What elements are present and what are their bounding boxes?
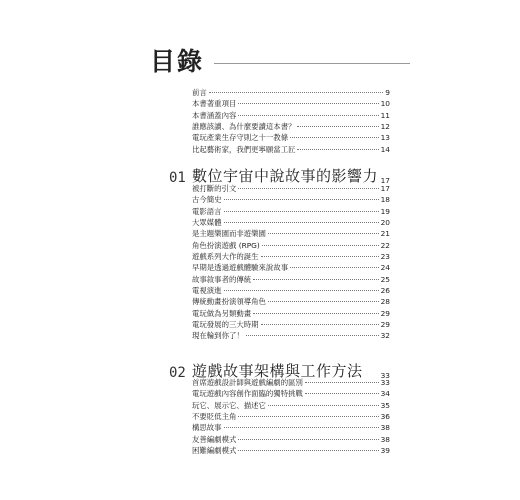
- chapter-number: 01: [169, 170, 186, 186]
- toc-entry-label: 本書涵蓋內容: [192, 110, 237, 120]
- toc-entry-label: 友善編劇模式: [192, 434, 237, 444]
- dot-leader: [238, 450, 378, 451]
- dot-leader: [253, 313, 378, 314]
- toc-entry-page: 33: [380, 378, 390, 387]
- toc-entry[interactable]: [192, 411, 390, 422]
- dot-leader: [246, 335, 379, 336]
- dot-leader: [268, 405, 379, 406]
- toc-entry-page: 21: [380, 229, 390, 239]
- toc-entry-page: 38: [380, 423, 390, 433]
- toc-entry-label: 首席遊戲設計師與遊戲編劇的區別: [192, 378, 303, 387]
- toc-entry-page: 23: [380, 252, 390, 262]
- dot-leader: [238, 115, 378, 116]
- dot-leader: [305, 382, 379, 383]
- dot-leader: [268, 233, 379, 234]
- dot-leader: [268, 301, 379, 302]
- toc-entry-label: 電玩遊戲內容創作面臨的獨特挑戰: [192, 389, 303, 399]
- toc-entry-page: 10: [380, 99, 390, 109]
- toc-entry-page: 26: [380, 286, 390, 296]
- toc-entry-label: 誰應該讀、為什麼要讀這本書？: [192, 122, 296, 132]
- toc-entry-page: 36: [380, 412, 390, 422]
- toc-entry-label: 故事敘事者的傳統: [192, 274, 252, 284]
- toc-entry-label: 玩它、展示它、描述它: [192, 400, 266, 410]
- toc-entry-label: 電影語言: [192, 206, 222, 216]
- toc-entry[interactable]: [192, 87, 390, 98]
- toc-entry-label: 被打斷的引文: [192, 184, 237, 193]
- toc-entry-label: 本書著重項目: [192, 99, 237, 109]
- toc-entry-page: 29: [380, 308, 390, 318]
- toc-entry-page: 17: [380, 184, 390, 193]
- toc-entry-label: 電玩產業生存守則之十一教條: [192, 133, 289, 143]
- toc-entry[interactable]: [192, 183, 390, 194]
- dot-leader: [290, 267, 379, 268]
- chapter-title: 遊戲故事架構與工作方法: [192, 362, 363, 380]
- toc-entry-page: 28: [380, 297, 390, 307]
- toc-entry[interactable]: [192, 262, 390, 273]
- dot-leader: [224, 199, 379, 200]
- toc-entry[interactable]: [192, 296, 390, 307]
- toc-entry-page: 24: [380, 263, 390, 273]
- toc-entry-page: 9: [385, 88, 390, 97]
- toc-entry[interactable]: [192, 194, 390, 205]
- toc-entry-page: 35: [380, 400, 390, 410]
- toc-entry-label: 古今簡史: [192, 195, 222, 205]
- dot-leader: [238, 103, 378, 104]
- dot-leader: [261, 256, 379, 257]
- chapter-number: 02: [169, 365, 186, 381]
- toc-entry-label: 早期是透過遊戲體驗來說故事: [192, 263, 289, 273]
- toc-entry-label: 電視演進: [192, 286, 222, 296]
- toc-entry[interactable]: [192, 144, 390, 155]
- toc-entry-label: 遊戲系列大作的誕生: [192, 252, 259, 262]
- dot-leader: [209, 92, 384, 93]
- toc-header: [150, 42, 410, 78]
- dot-leader: [238, 439, 378, 440]
- toc-entry[interactable]: [192, 422, 390, 433]
- toc-entry-label: 是主題樂園而非遊樂園: [192, 229, 266, 239]
- toc-entry-label: 傳統動畫扮演領導角色: [192, 297, 266, 307]
- toc-entry-label: 困難編劇模式: [192, 446, 237, 456]
- dot-leader: [297, 126, 378, 127]
- toc-entry[interactable]: [192, 388, 390, 399]
- title-rule: [214, 63, 410, 64]
- toc-entry[interactable]: [192, 240, 390, 251]
- chapter-02-entries: [192, 377, 390, 456]
- toc-entry[interactable]: [192, 274, 390, 285]
- toc-entry-label: 前言: [192, 88, 207, 97]
- toc-entry[interactable]: [192, 206, 390, 217]
- dot-leader: [262, 245, 379, 246]
- toc-entry[interactable]: [192, 330, 390, 341]
- dot-leader: [224, 427, 379, 428]
- dot-leader: [224, 290, 379, 291]
- toc-entry[interactable]: [192, 308, 390, 319]
- toc-entry[interactable]: [192, 98, 390, 109]
- dot-leader: [224, 222, 379, 223]
- toc-entry[interactable]: [192, 319, 390, 330]
- toc-entry-page: 25: [380, 274, 390, 284]
- toc-entry-page: 38: [380, 434, 390, 444]
- toc-entry-page: 13: [380, 133, 390, 143]
- toc-entry-page: 34: [380, 389, 390, 399]
- toc-entry-page: 32: [380, 331, 390, 341]
- front-matter-list: [192, 87, 390, 155]
- toc-entry-label: 比起藝術家，我們更寧願當工匠: [192, 144, 296, 154]
- toc-entry-page: 14: [380, 144, 390, 154]
- toc-entry-label: 電玩發展的三大時期: [192, 320, 259, 330]
- toc-entry-label: 角色扮演遊戲 (RPG): [192, 240, 260, 250]
- toc-entry[interactable]: [192, 228, 390, 239]
- dot-leader: [290, 137, 379, 138]
- toc-entry-page: 29: [380, 320, 390, 330]
- toc-entry-label: 構思故事: [192, 423, 222, 433]
- toc-entry[interactable]: [192, 110, 390, 121]
- toc-entry-label: 現在輪到你了！: [192, 331, 244, 341]
- chapter-01-entries: [192, 183, 390, 342]
- dot-leader: [261, 324, 379, 325]
- toc-entry-page: 19: [380, 206, 390, 216]
- toc-entry-page: 22: [380, 240, 390, 250]
- chapter-page: 33: [380, 371, 390, 380]
- toc-entry-page: 12: [380, 122, 390, 132]
- dot-leader: [305, 393, 379, 394]
- page-title: 目錄: [150, 47, 205, 76]
- toc-entry[interactable]: [192, 132, 390, 143]
- chapter-title: 數位宇宙中說故事的影響力: [192, 167, 379, 185]
- dot-leader: [238, 188, 378, 189]
- toc-entry-label: 電玩做為另類動畫: [192, 308, 252, 318]
- toc-entry[interactable]: [192, 251, 390, 262]
- dot-leader: [253, 279, 378, 280]
- toc-entry[interactable]: [192, 400, 390, 411]
- toc-entry-label: 不要貶低主角: [192, 412, 237, 422]
- toc-entry-page: 39: [380, 446, 390, 456]
- toc-entry[interactable]: [192, 377, 390, 388]
- toc-entry[interactable]: [192, 434, 390, 445]
- toc-entry-page: 18: [380, 195, 390, 205]
- toc-entry[interactable]: [192, 445, 390, 456]
- toc-entry-label: 大眾媒體: [192, 218, 222, 228]
- toc-entry[interactable]: [192, 121, 390, 132]
- chapter-page: 17: [380, 176, 390, 185]
- dot-leader: [224, 211, 379, 212]
- toc-entry[interactable]: [192, 217, 390, 228]
- dot-leader: [297, 149, 378, 150]
- dot-leader: [238, 416, 378, 417]
- toc-entry[interactable]: [192, 285, 390, 296]
- toc-entry-page: 11: [380, 110, 390, 120]
- toc-entry-page: 20: [380, 218, 390, 228]
